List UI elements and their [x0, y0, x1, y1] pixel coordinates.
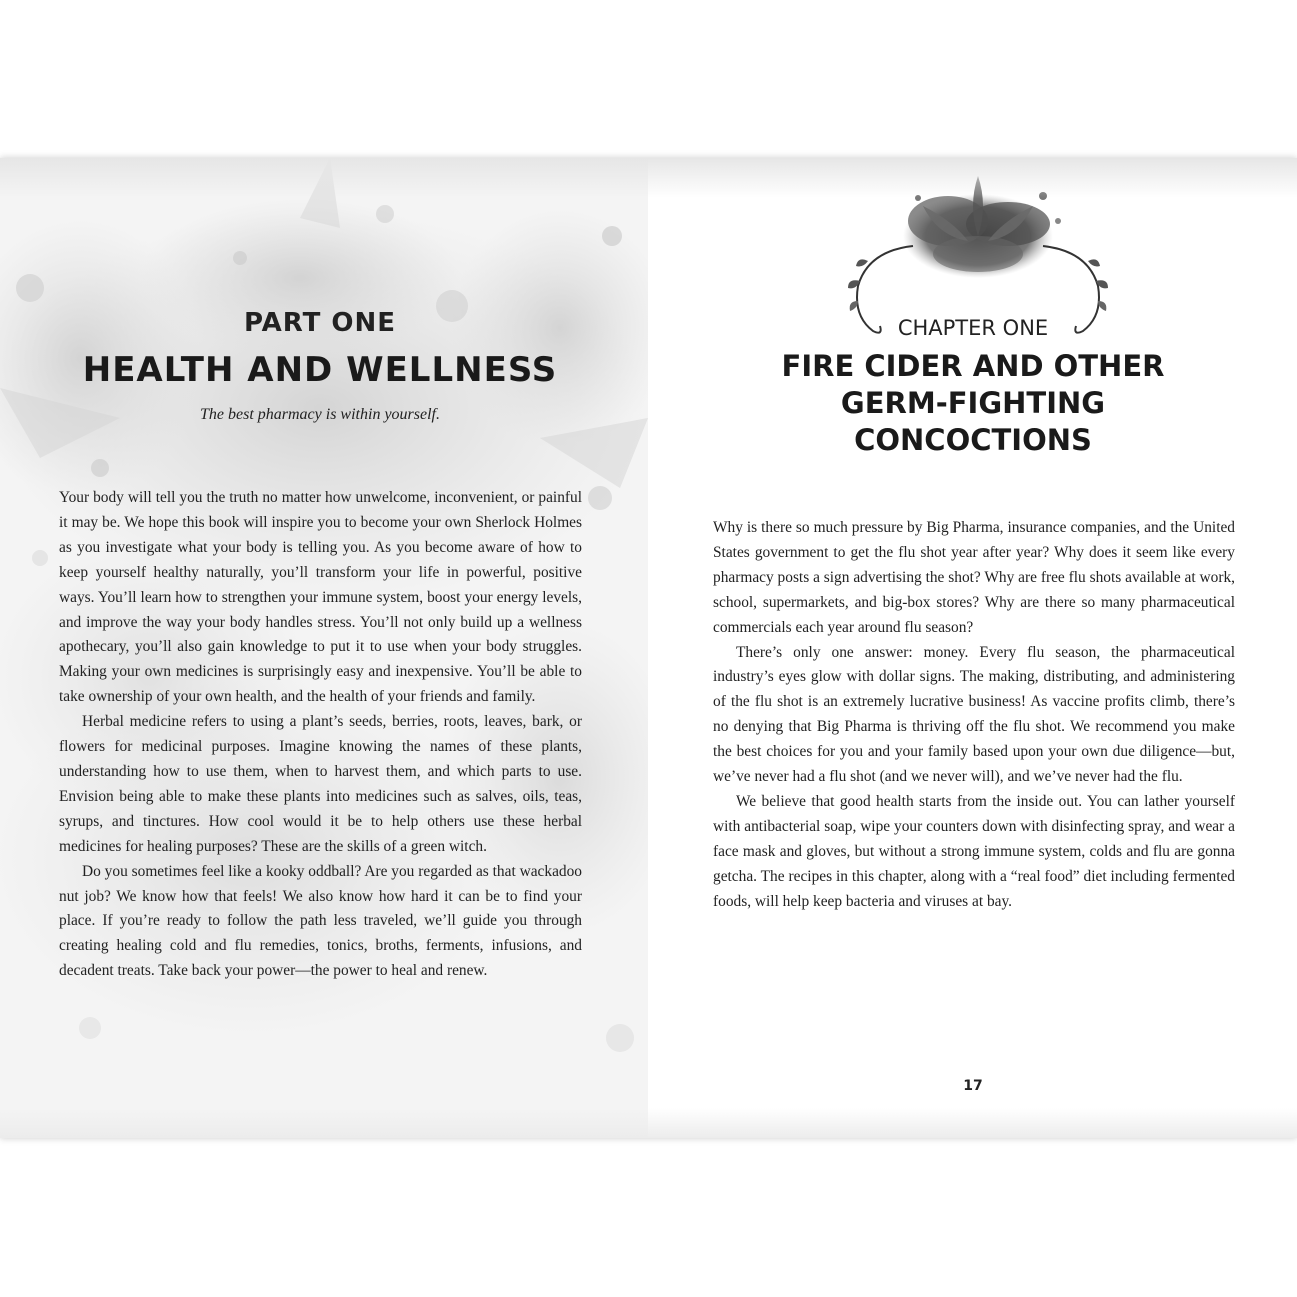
- paragraph: Do you sometimes feel like a kooky oddball? Are you regarded as that wackadoo nut job? We know how that feels! We also know how hard it can be to find your place. If you’re ready to follow the path less traveled, we’ll guide you through creating healing cold and flu remedies, tonics, broths, ferments, infusions, and decadent treats. Take back your power—the power to heal and renew.: [59, 862, 582, 980]
- chapter-label: CHAPTER ONE: [897, 316, 1049, 340]
- part-title: HEALTH AND WELLNESS: [82, 350, 558, 390]
- paragraph: Why is there so much pressure by Big Pharma, insurance companies, and the United States government to get the flu shot year after year? Why does it seem like every pharmacy posts a sign advertising the shot? Why are free flu shots available at work, school, supermarkets, and big-box stores? Why are there so many pharmaceutical commercials each year around flu season?: [713, 519, 1235, 636]
- chapter-title-line: FIRE CIDER AND OTHER: [781, 349, 1165, 383]
- right-page: [648, 158, 1297, 1138]
- book-spread: [0, 158, 1297, 1138]
- paragraph: We believe that good health starts from the inside out. You can lather yourself with antibacterial soap, wipe your counters down with disinfecting spray, and wear a face mask and gloves, but without a strong immune system, colds and flu are gonna getcha. The recipes in this chapter, along with a “real food” diet including fermented foods, will help keep bacteria and viruses at bay.: [713, 792, 1235, 910]
- paragraph: There’s only one answer: money. Every flu season, the pharmaceutical industry’s eyes glow with dollar signs. The making, distributing, and administering of the flu shot is an extremely lucrative business! As vaccine profits climb, there’s no denying that Big Pharma is thriving off the flu shot. We recommend you make the best choices for you and your family based upon your own due diligence—but, we’ve never had a flu shot (and we never will), and we’ve never had the flu.: [713, 643, 1235, 786]
- chapter-title: [723, 348, 1223, 459]
- epigraph: The best pharmacy is within yourself.: [200, 406, 440, 423]
- paragraph: Herbal medicine refers to using a plant’s seeds, berries, roots, leaves, bark, or flowers for medicinal purposes. Imagine knowing the names of these plants, understanding how to use them, when to harvest them, and which parts to use. Envision being able to make these plants into medicines such as salves, oils, teas, syrups, and tinctures. How cool would it be to help others use these herbal medicines for healing purposes? These are the skills of a green witch.: [59, 713, 582, 855]
- page-number: 17: [963, 1078, 983, 1094]
- chapter-title-line: GERM-FIGHTING CONCOCTIONS: [840, 386, 1106, 457]
- right-body-text: [713, 516, 1235, 915]
- page-top-shadow: [0, 158, 1297, 198]
- part-label: PART ONE: [243, 308, 397, 338]
- page-bottom-shadow: [0, 1108, 1297, 1138]
- paragraph: Your body will tell you the truth no matter how unwelcome, inconvenient, or painful it may be. We hope this book will inspire you to become your own Sherlock Holmes as you investigate what your body is telling you. As you become aware of how to keep yourself healthy naturally, you’ll transform your life in powerful, positive ways. You’ll learn how to strengthen your immune system, boost your energy levels, and improve the way your body handles stress. You’ll not only build up a wellness apothecary, you’ll also gain knowledge to put it to use when your body struggles. Making your own medicines is surprisingly easy and inexpensive. You’ll be able to take ownership of your own health, and the health of your friends and family.: [59, 489, 582, 706]
- left-page: [0, 158, 648, 1138]
- left-body-text: [59, 486, 582, 984]
